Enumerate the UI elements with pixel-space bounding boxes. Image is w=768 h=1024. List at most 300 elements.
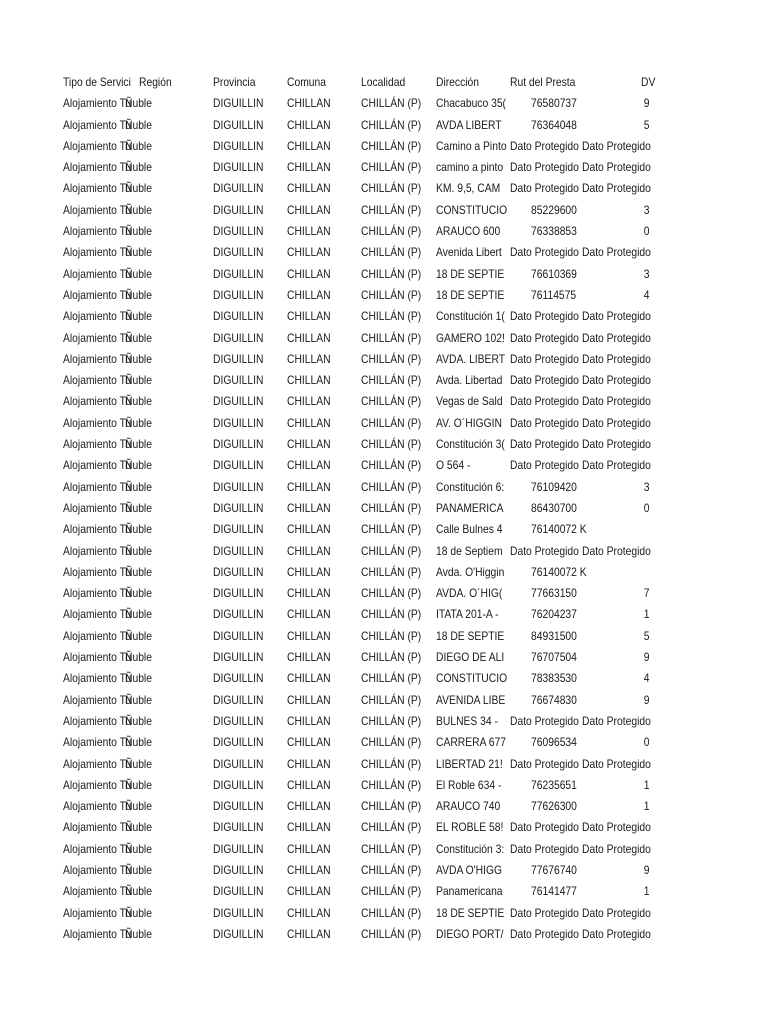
cell-comuna: CHILLAN (287, 96, 331, 111)
cell-comuna: CHILLAN (287, 458, 331, 473)
cell-direccion: ITATA 201-A - (436, 607, 499, 622)
cell-rut: Dato Protegido (510, 138, 579, 153)
table-row (63, 775, 663, 796)
cell-tipo: Alojamiento Tu (63, 245, 132, 260)
cell-direccion: Chacabuco 35( (436, 96, 506, 111)
cell-region: Ñuble (125, 245, 152, 260)
cell-dv: 1 (643, 607, 650, 622)
cell-direccion: LIBERTAD 21! (436, 756, 503, 771)
table-row (63, 264, 663, 285)
cell-tipo: Alojamiento Tu (63, 479, 132, 494)
cell-region: Ñuble (125, 437, 152, 452)
cell-dv: Dato Protegido (582, 458, 651, 473)
cell-localidad: CHILLÁN (P) (361, 926, 422, 941)
cell-rut: Dato Protegido (510, 756, 579, 771)
cell-rut: 76140072 K (531, 522, 587, 537)
cell-direccion: CARRERA 677 (436, 735, 506, 750)
table-row (63, 328, 663, 349)
cell-region: Ñuble (125, 138, 152, 153)
cell-localidad: CHILLÁN (P) (361, 586, 422, 601)
cell-tipo: Alojamiento Tu (63, 799, 132, 814)
cell-region: Ñuble (125, 756, 152, 771)
cell-comuna: CHILLAN (287, 905, 331, 920)
cell-direccion: Vegas de Sald (436, 394, 503, 409)
cell-localidad: CHILLÁN (P) (361, 500, 422, 515)
cell-tipo: Alojamiento Tu (63, 415, 132, 430)
table-row (63, 541, 663, 562)
cell-provincia: DIGUILLIN (213, 224, 264, 239)
cell-comuna: CHILLAN (287, 415, 331, 430)
table-row (63, 370, 663, 391)
cell-comuna: CHILLAN (287, 181, 331, 196)
cell-direccion: AVDA. LIBERT (436, 351, 506, 366)
cell-direccion: Calle Bulnes 4 (436, 522, 503, 537)
cell-provincia: DIGUILLIN (213, 266, 264, 281)
cell-rut: 76674830 (531, 692, 577, 707)
table-row (63, 285, 663, 306)
cell-direccion: BULNES 34 - (436, 713, 498, 728)
cell-region: Ñuble (125, 479, 152, 494)
cell-tipo: Alojamiento Tu (63, 351, 132, 366)
cell-dv: Dato Protegido (582, 245, 651, 260)
cell-region: Ñuble (125, 799, 152, 814)
cell-region: Ñuble (125, 351, 152, 366)
cell-tipo: Alojamiento Tu (63, 266, 132, 281)
table-row (63, 562, 663, 583)
cell-comuna: CHILLAN (287, 841, 331, 856)
cell-rut: 76235651 (531, 777, 577, 792)
table-row (63, 903, 663, 924)
cell-region: Ñuble (125, 96, 152, 111)
cell-comuna: CHILLAN (287, 500, 331, 515)
cell-tipo: Alojamiento Tu (63, 160, 132, 175)
cell-region: Ñuble (125, 415, 152, 430)
cell-comuna: CHILLAN (287, 926, 331, 941)
cell-direccion: 18 DE SEPTIE (436, 628, 505, 643)
cell-tipo: Alojamiento Tu (63, 692, 132, 707)
cell-localidad: CHILLÁN (P) (361, 692, 422, 707)
cell-provincia: DIGUILLIN (213, 926, 264, 941)
cell-provincia: DIGUILLIN (213, 437, 264, 452)
cell-dv: Dato Protegido (582, 437, 651, 452)
cell-comuna: CHILLAN (287, 735, 331, 750)
table-row (63, 115, 663, 136)
cell-region: Ñuble (125, 692, 152, 707)
cell-direccion: CONSTITUCIO (436, 671, 508, 686)
cell-provincia: DIGUILLIN (213, 138, 264, 153)
cell-direccion: Camino a Pinto (436, 138, 507, 153)
cell-provincia: DIGUILLIN (213, 202, 264, 217)
cell-localidad: CHILLÁN (P) (361, 650, 422, 665)
cell-dv: 1 (643, 777, 650, 792)
cell-region: Ñuble (125, 500, 152, 515)
cell-direccion: Constitución 3: (436, 841, 505, 856)
cell-dv: Dato Protegido (582, 160, 651, 175)
cell-dv: Dato Protegido (582, 926, 651, 941)
cell-rut: Dato Protegido (510, 181, 579, 196)
cell-region: Ñuble (125, 820, 152, 835)
cell-localidad: CHILLÁN (P) (361, 287, 422, 302)
table-row (63, 455, 663, 476)
cell-direccion: Avda. Libertad (436, 373, 503, 388)
cell-region: Ñuble (125, 862, 152, 877)
cell-rut: 77626300 (531, 799, 577, 814)
cell-comuna: CHILLAN (287, 692, 331, 707)
cell-region: Ñuble (125, 905, 152, 920)
cell-rut: Dato Protegido (510, 820, 579, 835)
cell-region: Ñuble (125, 287, 152, 302)
cell-region: Ñuble (125, 586, 152, 601)
cell-tipo: Alojamiento Tu (63, 777, 132, 792)
cell-dv: 3 (643, 479, 650, 494)
cell-direccion: AV. O´HIGGIN (436, 415, 502, 430)
cell-comuna: CHILLAN (287, 564, 331, 579)
cell-localidad: CHILLÁN (P) (361, 96, 422, 111)
cell-tipo: Alojamiento Tu (63, 330, 132, 345)
cell-dv: 5 (643, 117, 650, 132)
cell-localidad: CHILLÁN (P) (361, 862, 422, 877)
cell-rut: 76707504 (531, 650, 577, 665)
cell-dv: Dato Protegido (582, 181, 651, 196)
cell-localidad: CHILLÁN (P) (361, 245, 422, 260)
cell-localidad: CHILLÁN (P) (361, 351, 422, 366)
cell-rut: Dato Protegido (510, 926, 579, 941)
table-row (63, 434, 663, 455)
cell-rut: Dato Protegido (510, 437, 579, 452)
table-row (63, 498, 663, 519)
header-region: Región (139, 75, 172, 89)
cell-localidad: CHILLÁN (P) (361, 224, 422, 239)
cell-localidad: CHILLÁN (P) (361, 607, 422, 622)
cell-comuna: CHILLAN (287, 202, 331, 217)
cell-tipo: Alojamiento Tu (63, 905, 132, 920)
cell-region: Ñuble (125, 160, 152, 175)
cell-comuna: CHILLAN (287, 351, 331, 366)
cell-direccion: O 564 - (436, 458, 471, 473)
cell-tipo: Alojamiento Tu (63, 713, 132, 728)
cell-provincia: DIGUILLIN (213, 586, 264, 601)
cell-provincia: DIGUILLIN (213, 671, 264, 686)
cell-tipo: Alojamiento Tu (63, 309, 132, 324)
table-row (63, 583, 663, 604)
cell-tipo: Alojamiento Tu (63, 756, 132, 771)
cell-localidad: CHILLÁN (P) (361, 160, 422, 175)
cell-localidad: CHILLÁN (P) (361, 777, 422, 792)
table-row (63, 391, 663, 412)
cell-tipo: Alojamiento Tu (63, 820, 132, 835)
cell-direccion: El Roble 634 - (436, 777, 502, 792)
cell-region: Ñuble (125, 266, 152, 281)
cell-tipo: Alojamiento Tu (63, 522, 132, 537)
header-row (63, 72, 663, 93)
cell-direccion: Panamericana (436, 884, 503, 899)
cell-provincia: DIGUILLIN (213, 735, 264, 750)
cell-dv: 9 (643, 650, 650, 665)
cell-region: Ñuble (125, 628, 152, 643)
cell-direccion: DIEGO DE ALI (436, 650, 505, 665)
cell-region: Ñuble (125, 330, 152, 345)
cell-region: Ñuble (125, 564, 152, 579)
table-row (63, 690, 663, 711)
cell-comuna: CHILLAN (287, 309, 331, 324)
cell-comuna: CHILLAN (287, 713, 331, 728)
cell-localidad: CHILLÁN (P) (361, 202, 422, 217)
cell-tipo: Alojamiento Tu (63, 564, 132, 579)
cell-tipo: Alojamiento Tu (63, 543, 132, 558)
table-row (63, 306, 663, 327)
cell-region: Ñuble (125, 607, 152, 622)
cell-direccion: AVDA. O´HIG( (436, 586, 503, 601)
table-row (63, 668, 663, 689)
cell-tipo: Alojamiento Tu (63, 586, 132, 601)
table-row (63, 200, 663, 221)
cell-rut: Dato Protegido (510, 351, 579, 366)
cell-rut: 76338853 (531, 224, 577, 239)
spreadsheet (63, 72, 663, 945)
table-row (63, 136, 663, 157)
cell-direccion: Constitución 3( (436, 437, 505, 452)
cell-tipo: Alojamiento Tu (63, 650, 132, 665)
table-body (63, 93, 663, 945)
table-row (63, 157, 663, 178)
cell-region: Ñuble (125, 926, 152, 941)
cell-dv: 9 (643, 96, 650, 111)
cell-comuna: CHILLAN (287, 777, 331, 792)
cell-dv: 0 (643, 735, 650, 750)
table-row (63, 711, 663, 732)
cell-tipo: Alojamiento Tu (63, 628, 132, 643)
cell-dv: 4 (643, 671, 650, 686)
cell-rut: 76140072 K (531, 564, 587, 579)
cell-comuna: CHILLAN (287, 224, 331, 239)
cell-localidad: CHILLÁN (P) (361, 373, 422, 388)
cell-provincia: DIGUILLIN (213, 309, 264, 324)
table-row (63, 477, 663, 498)
table-row (63, 647, 663, 668)
cell-region: Ñuble (125, 650, 152, 665)
cell-comuna: CHILLAN (287, 671, 331, 686)
cell-rut: 76580737 (531, 96, 577, 111)
cell-rut: 85229600 (531, 202, 577, 217)
cell-provincia: DIGUILLIN (213, 713, 264, 728)
cell-rut: Dato Protegido (510, 245, 579, 260)
cell-tipo: Alojamiento Tu (63, 458, 132, 473)
cell-provincia: DIGUILLIN (213, 777, 264, 792)
cell-provincia: DIGUILLIN (213, 245, 264, 260)
cell-comuna: CHILLAN (287, 862, 331, 877)
table-row (63, 732, 663, 753)
table-row (63, 178, 663, 199)
cell-rut: 84931500 (531, 628, 577, 643)
cell-provincia: DIGUILLIN (213, 564, 264, 579)
cell-rut: Dato Protegido (510, 713, 579, 728)
cell-rut: 76141477 (531, 884, 577, 899)
cell-comuna: CHILLAN (287, 138, 331, 153)
cell-tipo: Alojamiento Tu (63, 96, 132, 111)
cell-direccion: Avenida Libert (436, 245, 502, 260)
cell-direccion: 18 DE SEPTIE (436, 287, 505, 302)
cell-region: Ñuble (125, 735, 152, 750)
header-direccion: Dirección (436, 75, 480, 89)
cell-provincia: DIGUILLIN (213, 181, 264, 196)
cell-direccion: EL ROBLE 58! (436, 820, 504, 835)
cell-tipo: Alojamiento Tu (63, 671, 132, 686)
cell-region: Ñuble (125, 543, 152, 558)
cell-localidad: CHILLÁN (P) (361, 266, 422, 281)
header-localidad: Localidad (361, 75, 406, 89)
cell-dv: 4 (643, 287, 650, 302)
cell-localidad: CHILLÁN (P) (361, 394, 422, 409)
header-rut: Rut del Presta (510, 75, 576, 89)
cell-comuna: CHILLAN (287, 373, 331, 388)
cell-dv: Dato Protegido (582, 820, 651, 835)
cell-comuna: CHILLAN (287, 330, 331, 345)
cell-comuna: CHILLAN (287, 799, 331, 814)
cell-localidad: CHILLÁN (P) (361, 713, 422, 728)
cell-tipo: Alojamiento Tu (63, 373, 132, 388)
cell-direccion: 18 DE SEPTIE (436, 266, 505, 281)
cell-dv: 3 (643, 202, 650, 217)
cell-provincia: DIGUILLIN (213, 692, 264, 707)
cell-rut: Dato Protegido (510, 905, 579, 920)
cell-comuna: CHILLAN (287, 266, 331, 281)
cell-provincia: DIGUILLIN (213, 373, 264, 388)
cell-comuna: CHILLAN (287, 650, 331, 665)
cell-provincia: DIGUILLIN (213, 500, 264, 515)
header-dv: DV (641, 75, 656, 89)
table-row (63, 754, 663, 775)
cell-localidad: CHILLÁN (P) (361, 437, 422, 452)
cell-provincia: DIGUILLIN (213, 479, 264, 494)
cell-region: Ñuble (125, 713, 152, 728)
cell-localidad: CHILLÁN (P) (361, 543, 422, 558)
cell-direccion: Avda. O'Higgin (436, 564, 505, 579)
cell-localidad: CHILLÁN (P) (361, 181, 422, 196)
cell-provincia: DIGUILLIN (213, 905, 264, 920)
table-row (63, 626, 663, 647)
table-row (63, 242, 663, 263)
cell-region: Ñuble (125, 671, 152, 686)
table-row (63, 93, 663, 114)
header-tipo: Tipo de Servici (63, 75, 131, 89)
cell-region: Ñuble (125, 884, 152, 899)
cell-rut: 77663150 (531, 586, 577, 601)
cell-provincia: DIGUILLIN (213, 650, 264, 665)
cell-tipo: Alojamiento Tu (63, 437, 132, 452)
cell-localidad: CHILLÁN (P) (361, 522, 422, 537)
cell-comuna: CHILLAN (287, 522, 331, 537)
cell-localidad: CHILLÁN (P) (361, 309, 422, 324)
cell-provincia: DIGUILLIN (213, 96, 264, 111)
cell-dv: 3 (643, 266, 650, 281)
table-row (63, 604, 663, 625)
cell-comuna: CHILLAN (287, 245, 331, 260)
cell-dv: Dato Protegido (582, 309, 651, 324)
cell-direccion: PANAMERICA (436, 500, 504, 515)
cell-direccion: Constitución 6: (436, 479, 505, 494)
cell-provincia: DIGUILLIN (213, 458, 264, 473)
cell-localidad: CHILLÁN (P) (361, 756, 422, 771)
cell-localidad: CHILLÁN (P) (361, 841, 422, 856)
cell-dv: Dato Protegido (582, 543, 651, 558)
cell-tipo: Alojamiento Tu (63, 926, 132, 941)
cell-region: Ñuble (125, 117, 152, 132)
cell-region: Ñuble (125, 181, 152, 196)
cell-comuna: CHILLAN (287, 479, 331, 494)
cell-localidad: CHILLÁN (P) (361, 735, 422, 750)
cell-tipo: Alojamiento Tu (63, 138, 132, 153)
cell-dv: 0 (643, 224, 650, 239)
cell-provincia: DIGUILLIN (213, 160, 264, 175)
cell-provincia: DIGUILLIN (213, 841, 264, 856)
cell-region: Ñuble (125, 458, 152, 473)
cell-comuna: CHILLAN (287, 160, 331, 175)
cell-dv: 9 (643, 862, 650, 877)
cell-provincia: DIGUILLIN (213, 351, 264, 366)
cell-rut: Dato Protegido (510, 415, 579, 430)
cell-direccion: KM. 9,5, CAM (436, 181, 501, 196)
cell-region: Ñuble (125, 202, 152, 217)
cell-rut: Dato Protegido (510, 543, 579, 558)
cell-direccion: GAMERO 102! (436, 330, 505, 345)
cell-provincia: DIGUILLIN (213, 117, 264, 132)
table-row (63, 881, 663, 902)
cell-provincia: DIGUILLIN (213, 756, 264, 771)
cell-region: Ñuble (125, 777, 152, 792)
cell-direccion: ARAUCO 740 (436, 799, 501, 814)
cell-comuna: CHILLAN (287, 437, 331, 452)
cell-tipo: Alojamiento Tu (63, 287, 132, 302)
cell-tipo: Alojamiento Tu (63, 117, 132, 132)
table-row (63, 924, 663, 945)
cell-rut: 78383530 (531, 671, 577, 686)
table-row (63, 839, 663, 860)
cell-localidad: CHILLÁN (P) (361, 117, 422, 132)
cell-tipo: Alojamiento Tu (63, 841, 132, 856)
cell-dv: Dato Protegido (582, 756, 651, 771)
cell-dv: 7 (643, 586, 650, 601)
cell-rut: 86430700 (531, 500, 577, 515)
table-row (63, 519, 663, 540)
cell-comuna: CHILLAN (287, 586, 331, 601)
cell-comuna: CHILLAN (287, 117, 331, 132)
table-row (63, 349, 663, 370)
cell-rut: Dato Protegido (510, 373, 579, 388)
cell-dv: Dato Protegido (582, 905, 651, 920)
cell-provincia: DIGUILLIN (213, 607, 264, 622)
cell-localidad: CHILLÁN (P) (361, 884, 422, 899)
cell-rut: Dato Protegido (510, 160, 579, 175)
cell-rut: Dato Protegido (510, 309, 579, 324)
cell-provincia: DIGUILLIN (213, 820, 264, 835)
cell-localidad: CHILLÁN (P) (361, 479, 422, 494)
header-comuna: Comuna (287, 75, 327, 89)
cell-dv: 1 (643, 799, 650, 814)
cell-dv: 5 (643, 628, 650, 643)
cell-direccion: 18 DE SEPTIE (436, 905, 505, 920)
cell-localidad: CHILLÁN (P) (361, 138, 422, 153)
cell-localidad: CHILLÁN (P) (361, 330, 422, 345)
cell-provincia: DIGUILLIN (213, 628, 264, 643)
cell-dv: 0 (643, 500, 650, 515)
cell-localidad: CHILLÁN (P) (361, 905, 422, 920)
table-row (63, 860, 663, 881)
cell-provincia: DIGUILLIN (213, 394, 264, 409)
cell-dv: Dato Protegido (582, 138, 651, 153)
cell-rut: 76096534 (531, 735, 577, 750)
cell-tipo: Alojamiento Tu (63, 735, 132, 750)
cell-localidad: CHILLÁN (P) (361, 415, 422, 430)
